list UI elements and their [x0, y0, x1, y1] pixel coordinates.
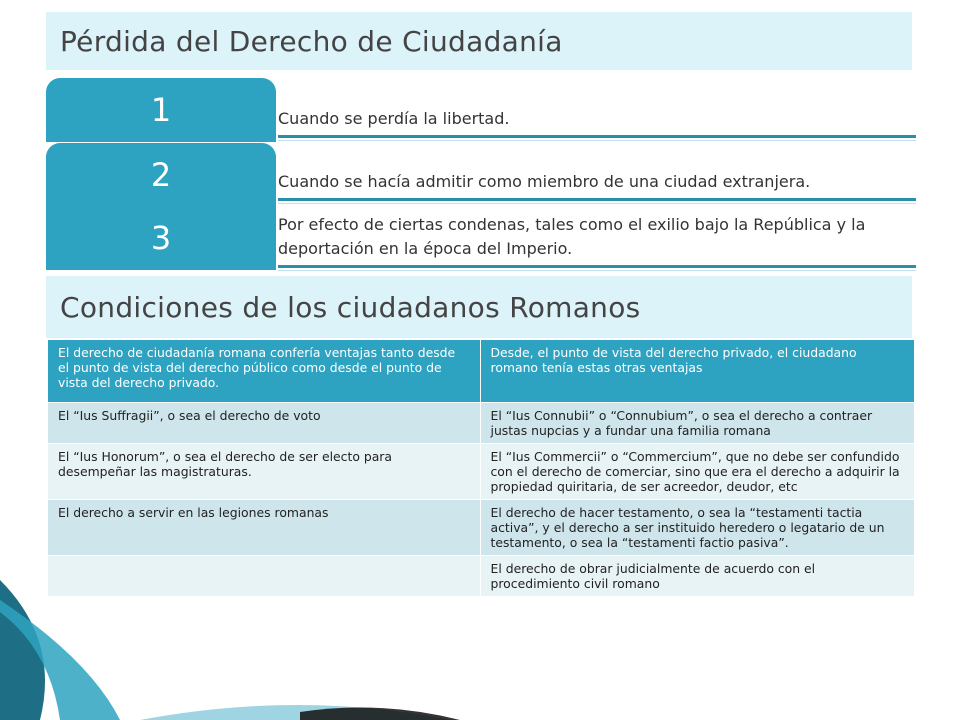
list-item-1	[46, 78, 916, 138]
table-header-cell: Desde, el punto de vista del derecho privado, el ciudadano romano tenía estas otras ventajas	[480, 340, 914, 403]
conditions-table	[48, 340, 915, 597]
table-row	[48, 556, 914, 597]
list-text-2: Cuando se hacía admitir como miembro de una ciudad extranjera.	[278, 170, 916, 201]
table-row	[48, 444, 914, 500]
list-number-3: 3	[46, 206, 276, 270]
table-header-cell: El derecho de ciudadanía romana confería ventajas tanto desde el punto de vista del derecho público como desde el punto de vista del derecho privado.	[48, 340, 480, 403]
table-cell: El “Ius Commercii” o “Commercium”, que no debe ser confundido con el derecho de comerciar, sino que era el derecho a adquirir la propiedad quiritaria, de ser acreedor, deudor, etc	[480, 444, 914, 500]
table-header-row	[48, 340, 914, 403]
list-number-2: 2	[46, 143, 276, 207]
list-item-2	[46, 143, 916, 201]
table-cell: El derecho de obrar judicialmente de acuerdo con el procedimiento civil romano	[480, 556, 914, 597]
table-cell	[48, 556, 480, 597]
table-row	[48, 500, 914, 556]
list-text-1: Cuando se perdía la libertad.	[278, 107, 916, 138]
table-cell: El “Ius Honorum”, o sea el derecho de ser electo para desempeñar las magistraturas.	[48, 444, 480, 500]
list-item-3	[46, 206, 916, 268]
table-cell: El derecho de hacer testamento, o sea la “testamenti tactia activa”, y el derecho a ser instituido heredero o legatario de un testamento, o sea la “testamenti factio pasiva”.	[480, 500, 914, 556]
table-cell: El “Ius Suffragii”, o sea el derecho de voto	[48, 403, 480, 444]
section-title-perdida: Pérdida del Derecho de Ciudadanía	[46, 12, 912, 70]
table-row	[48, 403, 914, 444]
list-text-3: Por efecto de ciertas condenas, tales como el exilio bajo la República y la deportación en la época del Imperio.	[278, 213, 916, 268]
section-title-condiciones: Condiciones de los ciudadanos Romanos	[46, 276, 912, 338]
table-cell: El derecho a servir en las legiones romanas	[48, 500, 480, 556]
table-cell: El “Ius Connubii” o “Connubium”, o sea el derecho a contraer justas nupcias y a fundar una familia romana	[480, 403, 914, 444]
list-number-1: 1	[46, 78, 276, 142]
